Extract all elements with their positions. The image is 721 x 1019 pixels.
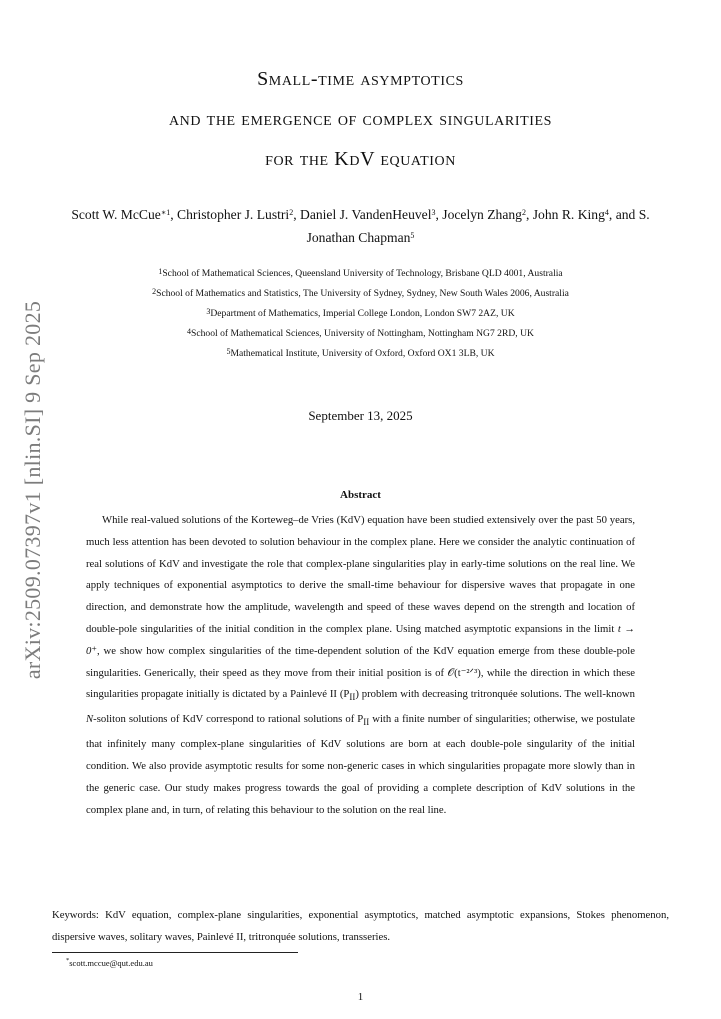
publication-date: September 13, 2025 — [308, 408, 413, 423]
author-separator: , — [293, 207, 300, 222]
affiliation-list — [40, 264, 681, 364]
affiliation-text: Mathematical Institute, University of Oxford, Oxford OX1 3LB, UK — [230, 348, 495, 359]
title-line-3: for the KdV equation — [265, 148, 456, 170]
author-affiliation-mark: 2 — [521, 208, 526, 217]
affiliation-text: School of Mathematical Sciences, Queensland University of Technology, Brisbane QLD 4001, Australia — [162, 268, 563, 279]
footnote-email[interactable]: scott.mccue@qut.edu.au — [69, 957, 153, 968]
author-separator: , — [525, 207, 533, 222]
title-line-2: and the emergence of complex singularities — [168, 108, 553, 130]
abstract-text: , while the direction in which these singularities propagate initially is dictated by a Painlevé II (P — [86, 666, 635, 701]
affiliation-mark: 3 — [206, 307, 211, 316]
affiliation — [40, 324, 681, 344]
affiliation-mark: 1 — [158, 267, 163, 276]
abstract-text: with a finite number of singularities; otherwise, we postulate that infinitely many complex-plane singularities of KdV solutions are born at each double-pole singularity of the initial condition. We also provide asymptotic results for some non-generic cases in which singularities propagate more slowly than in the generic case. Our study makes progress towards the goal of providing a complete description of KdV solutions in the complex plane and, in turn, of relating this behaviour to the solution on the real line. — [86, 713, 635, 816]
affiliation — [40, 284, 681, 304]
author-name: Scott W. McCue — [71, 207, 161, 222]
affiliation — [40, 304, 681, 324]
author-name: S. Jonathan Chapman — [306, 207, 650, 245]
affiliation-text: Department of Mathematics, Imperial College London, London SW7 2AZ, UK — [210, 308, 515, 319]
title-line-1: Small-time asymptotics — [257, 68, 464, 90]
author-name: John R. King — [532, 207, 605, 222]
author-name: Jocelyn Zhang — [442, 207, 522, 222]
abstract-math: 𝒪(t⁻²ᐟ³) — [447, 666, 481, 679]
author-separator: , — [170, 207, 178, 222]
affiliation-mark: 4 — [187, 327, 192, 336]
abstract-text: While real-valued solutions of the Korteweg–de Vries (KdV) equation have been studied extensively over the past 50 years, much less attention has been devoted to solution behaviour in the complex plane. Here we consider the analytic continuation of real solutions of KdV and investigate the role that complex-plane singularities play in early-time solutions on the real line. We apply techniques of exponential asymptotics to derive the small-time behaviour for dispersive waves that propagate in one direction, and demonstrate how the amplitude, wavelength and speed of these waves depend on the strength and location of double-pole singularities of the initial condition in the complex plane. Using matched asymptotic expansions in the limit — [86, 514, 635, 635]
abstract-heading: Abstract — [340, 489, 381, 501]
affiliation-mark: 2 — [152, 287, 157, 296]
author-separator: , and — [608, 207, 639, 222]
affiliation — [40, 344, 681, 364]
author-name: Christopher J. Lustri — [177, 207, 290, 222]
author-affiliation-mark: 5 — [410, 231, 415, 240]
abstract-text: , we show how complex singularities of the time-dependent solution of the KdV equation emerge from these double-pole singularities. Generically, their speed as they move from their initial position is of — [86, 644, 635, 679]
author-name: Daniel J. VandenHeuvel — [300, 207, 432, 222]
abstract-text: -soliton solutions of KdV correspond to rational solutions of P — [93, 713, 364, 726]
abstract-body — [86, 510, 635, 821]
footnote-rule — [52, 952, 298, 953]
author-affiliation-mark: 2 — [289, 208, 294, 217]
abstract-math-subscript: II — [363, 717, 370, 728]
affiliation — [40, 264, 681, 284]
author-affiliation-mark: 3 — [431, 208, 436, 217]
abstract-math-subscript: II — [349, 692, 356, 703]
abstract-math: t → 0⁺ — [86, 622, 635, 657]
author-affiliation-mark: ∗1 — [160, 208, 171, 217]
affiliation-mark: 5 — [226, 347, 231, 356]
affiliation-text: School of Mathematics and Statistics, The University of Sydney, Sydney, New South Wales 2006, Australia — [156, 288, 569, 299]
footnote — [66, 957, 153, 968]
page-number: 1 — [357, 991, 364, 1003]
author-affiliation-mark: 4 — [604, 208, 609, 217]
affiliation-text: School of Mathematical Sciences, University of Nottingham, Nottingham NG7 2RD, UK — [191, 328, 534, 339]
author-list — [50, 203, 671, 249]
footnote-mark: * — [66, 957, 70, 964]
abstract-text: ) problem with decreasing tritronquée solutions. The well-known — [355, 688, 635, 701]
keywords: Keywords: KdV equation, complex-plane singularities, exponential asymptotics, matched asymptotic expansions, Stokes phenomenon, dispersive waves, solitary waves, Painlevé II, tritronquée solutions, transseries. — [52, 909, 669, 943]
arxiv-stamp[interactable]: arXiv:2509.07397v1 [nlin.SI] 9 Sep 2025 — [20, 300, 45, 680]
abstract-math: N — [86, 713, 94, 726]
author-separator: , — [435, 207, 443, 222]
